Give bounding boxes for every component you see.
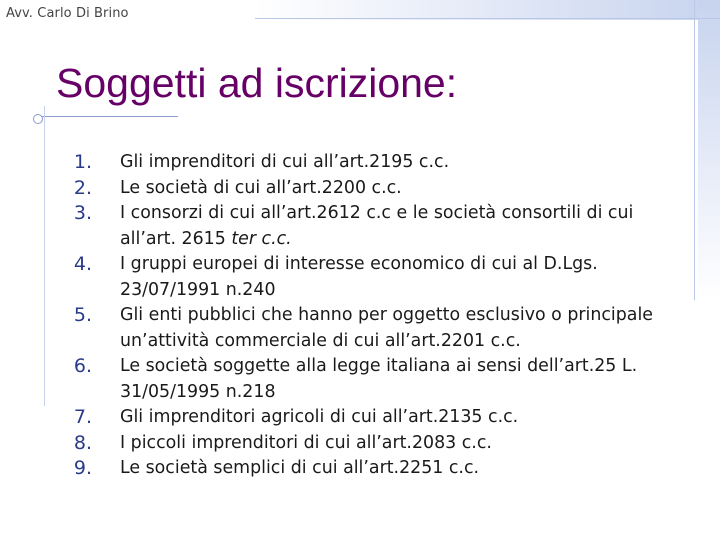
list-item — [60, 303, 680, 354]
list-item-number: 6. — [73, 355, 92, 377]
list-item — [60, 456, 680, 482]
right-gradient-band — [698, 0, 720, 300]
list-item — [60, 201, 680, 252]
list-item-text: Le società semplici di cui all’art.2251 c.c. — [120, 458, 480, 478]
list-item-text: I consorzi di cui all’art.2612 c.c e le società consortili di cui all’art. 2615 ter c.c. — [120, 203, 634, 249]
left-vertical-rule — [44, 106, 45, 406]
header-gradient-band — [255, 0, 720, 20]
list-item-number: 9. — [73, 457, 92, 479]
list-item — [60, 252, 680, 303]
list-item-text: Gli enti pubblici che hanno per oggetto esclusivo o principale un’attività commerciale di cui all’art.2201 c.c. — [120, 305, 653, 351]
list-item — [60, 431, 680, 457]
list-item-text: Gli imprenditori agricoli di cui all’art.2135 c.c. — [120, 407, 519, 427]
slide-title: Soggetti ad iscrizione: — [56, 60, 458, 106]
list-item — [60, 150, 680, 176]
list-item-number: 8. — [73, 431, 92, 454]
list-item-number: 4. — [73, 253, 92, 275]
list-item-text: Le società soggette alla legge italiana ai sensi dell’art.25 L. 31/05/1995 n.218 — [120, 356, 638, 402]
title-underline — [36, 116, 178, 117]
right-vertical-rule — [694, 0, 695, 300]
list-item-number: 7. — [73, 406, 92, 428]
author-label: Avv. Carlo Di Brino — [6, 6, 129, 21]
crosshair-circle-icon — [33, 114, 43, 124]
list-item-number: 5. — [73, 304, 92, 326]
list-item-text: I gruppi europei di interesse economico di cui al D.Lgs. 23/07/1991 n.240 — [120, 254, 598, 300]
list-item-number: 3. — [73, 202, 92, 224]
list-item — [60, 354, 680, 405]
list-item-text: I piccoli imprenditori di cui all’art.2083 c.c. — [120, 432, 492, 453]
list-item-text: Le società di cui all’art.2200 c.c. — [120, 177, 402, 198]
list-item-number: 1. — [73, 151, 92, 173]
list-item — [60, 405, 680, 431]
numbered-list — [60, 150, 680, 482]
list-item — [60, 176, 680, 202]
list-item-text: Gli imprenditori di cui all’art.2195 c.c. — [120, 152, 450, 172]
header-rule — [255, 18, 720, 19]
list-item-number: 2. — [73, 176, 92, 199]
